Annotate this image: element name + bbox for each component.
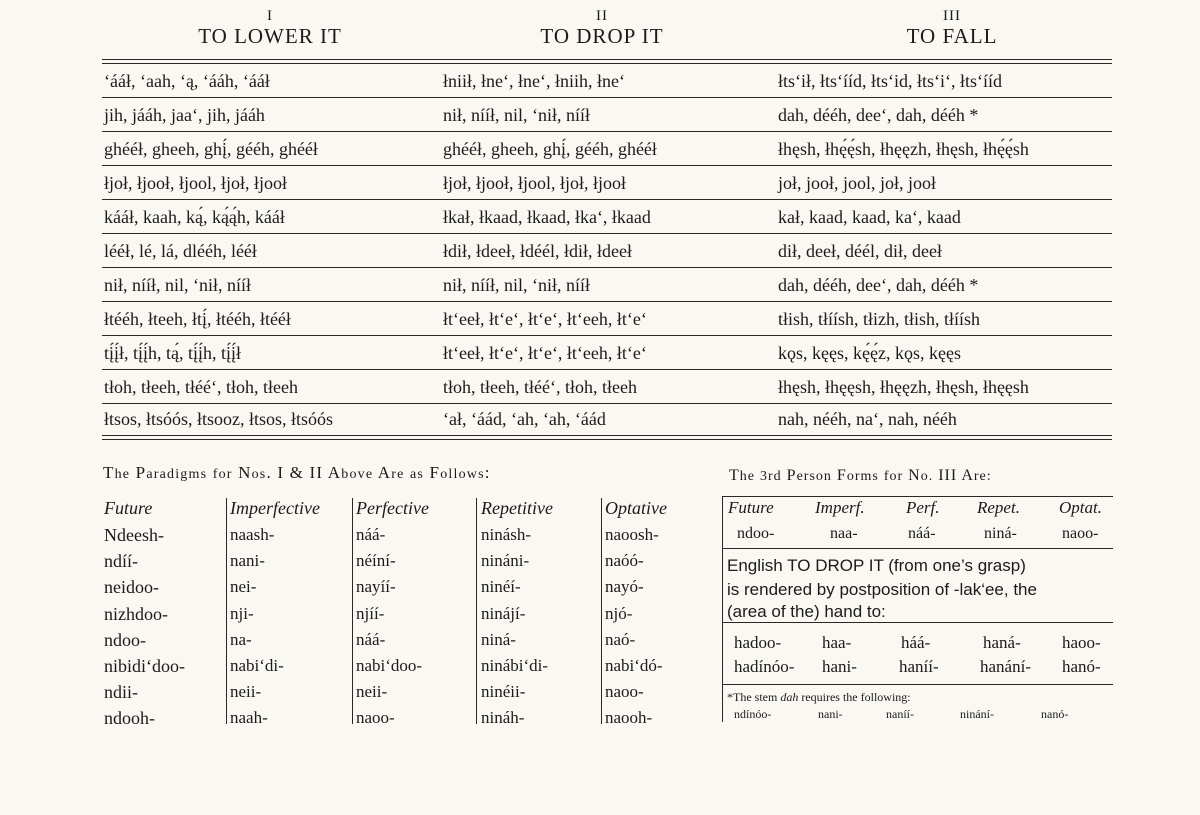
footnote-star: * — [727, 690, 733, 704]
paradigm-item: nabi‘doo- — [356, 655, 423, 675]
table-cell: tį́į́ł, tį́į́h, tą́, tį́į́h, tį́į́ł — [104, 343, 242, 363]
table-cell: łhęsh, łhęęsh, łhęęzh, łhęsh, łhęęsh — [778, 377, 1029, 397]
row-divider — [102, 403, 1112, 404]
box-divider — [722, 548, 1113, 549]
table-cell: dił, deeł, déél, dił, deeł — [778, 241, 942, 261]
table-cell: łjoł, łjooł, łjool, łjoł, łjooł — [104, 173, 288, 193]
paradigm-item: ndii- — [104, 682, 138, 703]
table-cell: kał, kaad, kaad, ka‘, kaad — [778, 207, 961, 227]
table-cell: jih, jááh, jaa‘, jih, jááh — [104, 105, 265, 125]
paradigm-item: nayó- — [605, 577, 644, 597]
table-cell: kǫs, kęęs, kę́ę́z, kǫs, kęęs — [778, 343, 961, 363]
column-number: I — [267, 8, 273, 24]
paradigm-section-title: The Paradigms for Nos. I & II Above Are as Follows: — [103, 463, 491, 482]
table-cell: łjoł, łjooł, łjool, łjoł, łjooł — [443, 173, 627, 193]
box-divider — [722, 622, 1113, 623]
paradigm-item: naoo- — [605, 682, 644, 702]
paradigm-item: nabi‘dó- — [605, 655, 663, 675]
table-cell: łkał, łkaad, łkaad, łka‘, łkaad — [443, 207, 651, 227]
column-separator — [601, 498, 602, 724]
paradigm-header: Perfective — [356, 498, 429, 518]
paradigm-item: nibidi‘doo- — [104, 655, 185, 676]
paradigm-item: neidoo- — [104, 577, 159, 598]
paradigm-item: náá- — [356, 629, 386, 649]
column-title: TO LOWER IT — [198, 24, 342, 48]
third-person-section-title: The 3rd Person Forms for No. III Are: — [729, 467, 992, 484]
table-cell: łtééh, łteeh, łtį́, łtééh, łtééł — [104, 309, 291, 329]
paradigm-item: ndoo- — [104, 629, 146, 650]
box-top-border — [722, 496, 1113, 497]
paradigm-item: naoosh- — [605, 525, 659, 544]
paradigm-item: neii- — [356, 682, 388, 702]
footnote: *The stem dah requires the following: — [727, 690, 911, 704]
table-cell: ghééł, gheeh, ghį́, gééh, ghééł — [104, 139, 318, 159]
table-cell: łt‘eeł, łt‘e‘, łt‘e‘, łt‘eeh, łt‘e‘ — [443, 343, 647, 363]
table-cell: tłish, tłíísh, tłizh, tłish, tłíísh — [778, 309, 981, 329]
paradigm-item: nináh- — [481, 708, 525, 728]
paradigm-item: ninéii- — [481, 682, 526, 702]
hand-form: haa- — [822, 633, 852, 652]
table-cell: nił, nííł, nil, ‘nił, nííł — [443, 105, 591, 125]
table-cell: tłoh, tłeeh, tłéé‘, tłoh, tłeeh — [443, 377, 637, 397]
footnote-form: nanó- — [1041, 707, 1069, 721]
table-cell: łniił, łne‘, łne‘, łniih, łne‘ — [443, 71, 625, 91]
footnote-stem: dah — [780, 690, 799, 704]
hand-form: haná- — [983, 633, 1021, 652]
paradigm-header: Future — [104, 498, 153, 518]
paradigm-item: naoo- — [356, 708, 395, 728]
paradigm-item: na- — [230, 629, 252, 649]
third-person-header: Repet. — [977, 498, 1020, 517]
paradigm-item: ninéí- — [481, 577, 521, 597]
paradigm-item: nabi‘di- — [230, 655, 284, 675]
paradigm-item: naash- — [230, 525, 275, 544]
third-person-value: naoo- — [1062, 525, 1099, 542]
paradigm-item: niná- — [481, 629, 516, 649]
table-cell: dah, dééh, dee‘, dah, dééh * — [778, 105, 979, 125]
paradigm-item: ninábi‘di- — [481, 655, 549, 675]
table-cell: ghééł, gheeh, ghį́, gééh, ghééł — [443, 139, 657, 159]
third-person-header: Future — [728, 498, 774, 517]
paradigm-item: njíí- — [356, 603, 385, 623]
paradigm-item: nayíí- — [356, 577, 396, 597]
table-cell: ‘ááł, ‘aah, ‘ą, ‘ááh, ‘ááł — [104, 71, 270, 91]
footnote-form: ninání- — [960, 707, 994, 721]
row-divider — [102, 335, 1112, 336]
paradigm-item: njó- — [605, 603, 633, 623]
paradigm-item: ninásh- — [481, 525, 532, 544]
table-cell: łts‘ił, łts‘ííd, łts‘id, łts‘i‘, łts‘ííd — [778, 71, 1003, 91]
table-top-rule-2 — [102, 63, 1112, 64]
box-divider — [722, 684, 1113, 685]
footnote-form: nani- — [818, 707, 843, 721]
paradigm-header: Optative — [605, 498, 667, 518]
paradigm-column-future — [104, 496, 185, 732]
paradigm-item: ndooh- — [104, 708, 155, 729]
column-separator — [226, 498, 227, 724]
third-person-value: ndoo- — [737, 525, 775, 542]
paradigm-item: ndíí- — [104, 551, 138, 572]
footnote-form: ndínóo- — [734, 707, 772, 721]
table-cell: lééł, lé, lá, dlééh, lééł — [104, 241, 257, 261]
table-cell: kááł, kaah, ką́, ką́ą́h, kááł — [104, 207, 285, 227]
paradigm-item: nináni- — [481, 551, 530, 571]
table-cell: nah, nééh, na‘, nah, nééh — [778, 409, 957, 429]
table-cell: ‘ał, ‘áád, ‘ah, ‘ah, ‘áád — [443, 409, 606, 429]
row-divider — [102, 131, 1112, 132]
paradigm-item: néíní- — [356, 551, 396, 571]
column-separator — [476, 498, 477, 724]
column-separator — [352, 498, 353, 724]
table-cell: łt‘eeł, łt‘e‘, łt‘e‘, łt‘eeh, łt‘e‘ — [443, 309, 647, 329]
paradigm-item: nani- — [230, 551, 265, 571]
paradigm-item: nei- — [230, 577, 257, 597]
footnote-form: naníí- — [886, 707, 914, 721]
hand-form: hani- — [822, 657, 857, 676]
third-person-value: naa- — [830, 525, 858, 542]
paradigm-item: Ndeesh- — [104, 525, 164, 545]
paradigm-item: ninájí- — [481, 603, 526, 623]
column-header-1 — [130, 8, 410, 48]
row-divider — [102, 97, 1112, 98]
row-divider — [102, 199, 1112, 200]
paradigm-column-imperfective — [230, 496, 320, 732]
table-cell: łdił, łdeeł, łdéél, łdił, łdeeł — [443, 241, 632, 261]
paradigm-item: nizhdoo- — [104, 603, 168, 624]
table-cell: nił, nííł, nil, ‘nił, nííł — [104, 275, 252, 295]
row-divider — [102, 301, 1112, 302]
row-divider — [102, 267, 1112, 268]
column-header-2 — [462, 8, 742, 48]
paradigm-item: náá- — [356, 525, 386, 544]
table-cell: nił, nííł, nil, ‘nił, nííł — [443, 275, 591, 295]
table-bottom-rule — [102, 435, 1112, 436]
row-divider — [102, 369, 1112, 370]
third-person-header: Perf. — [906, 498, 940, 517]
english-note-line: is rendered by postposition of -lak‘ee, the — [727, 580, 1037, 599]
hand-form: haníí- — [899, 657, 939, 676]
column-header-3 — [812, 8, 1092, 48]
english-note-line: (area of the) hand to: — [727, 602, 886, 621]
paradigm-column-repetitive — [481, 496, 553, 732]
third-person-header: Imperf. — [815, 498, 865, 517]
third-person-value: niná- — [984, 525, 1017, 542]
paradigm-header: Repetitive — [481, 498, 553, 518]
paradigm-item: naooh- — [605, 708, 653, 728]
paradigm-header: Imperfective — [230, 498, 320, 518]
column-number: III — [943, 8, 961, 24]
hand-form: hanó- — [1062, 657, 1101, 676]
table-cell: dah, dééh, dee‘, dah, dééh * — [778, 275, 979, 295]
paradigm-item: neii- — [230, 682, 262, 702]
table-cell: tłoh, tłeeh, tłéé‘, tłoh, tłeeh — [104, 377, 298, 397]
paradigm-item: naah- — [230, 708, 268, 728]
english-note-line: English TO DROP IT (from one’s grasp) — [727, 556, 1026, 575]
paradigm-column-perfective — [356, 496, 429, 732]
column-title: TO DROP IT — [540, 24, 664, 48]
row-divider — [102, 165, 1112, 166]
hand-form: hadoo- — [734, 633, 782, 652]
table-bottom-rule-2 — [102, 439, 1112, 440]
box-left-border — [722, 496, 723, 722]
paradigm-item: nji- — [230, 603, 254, 623]
paradigm-item: naóó- — [605, 551, 644, 571]
hand-form: hanání- — [980, 657, 1031, 676]
column-title: TO FALL — [906, 24, 998, 48]
hand-form: háá- — [901, 633, 931, 652]
paradigm-column-optative — [605, 496, 667, 732]
hand-form: haoo- — [1062, 633, 1101, 652]
table-cell: łhęsh, łhę́ę́sh, łhęęzh, łhęsh, łhę́ę́sh — [778, 139, 1029, 159]
table-top-rule — [102, 59, 1112, 60]
hand-form: hadínóo- — [734, 657, 795, 676]
table-cell: joł, jooł, jool, joł, jooł — [778, 173, 937, 193]
paradigm-item: naó- — [605, 629, 636, 649]
column-number: II — [596, 8, 608, 24]
row-divider — [102, 233, 1112, 234]
third-person-header: Optat. — [1059, 498, 1102, 517]
table-cell: łtsos, łtsóós, łtsooz, łtsos, łtsóós — [104, 409, 334, 429]
third-person-value: náá- — [908, 525, 936, 542]
